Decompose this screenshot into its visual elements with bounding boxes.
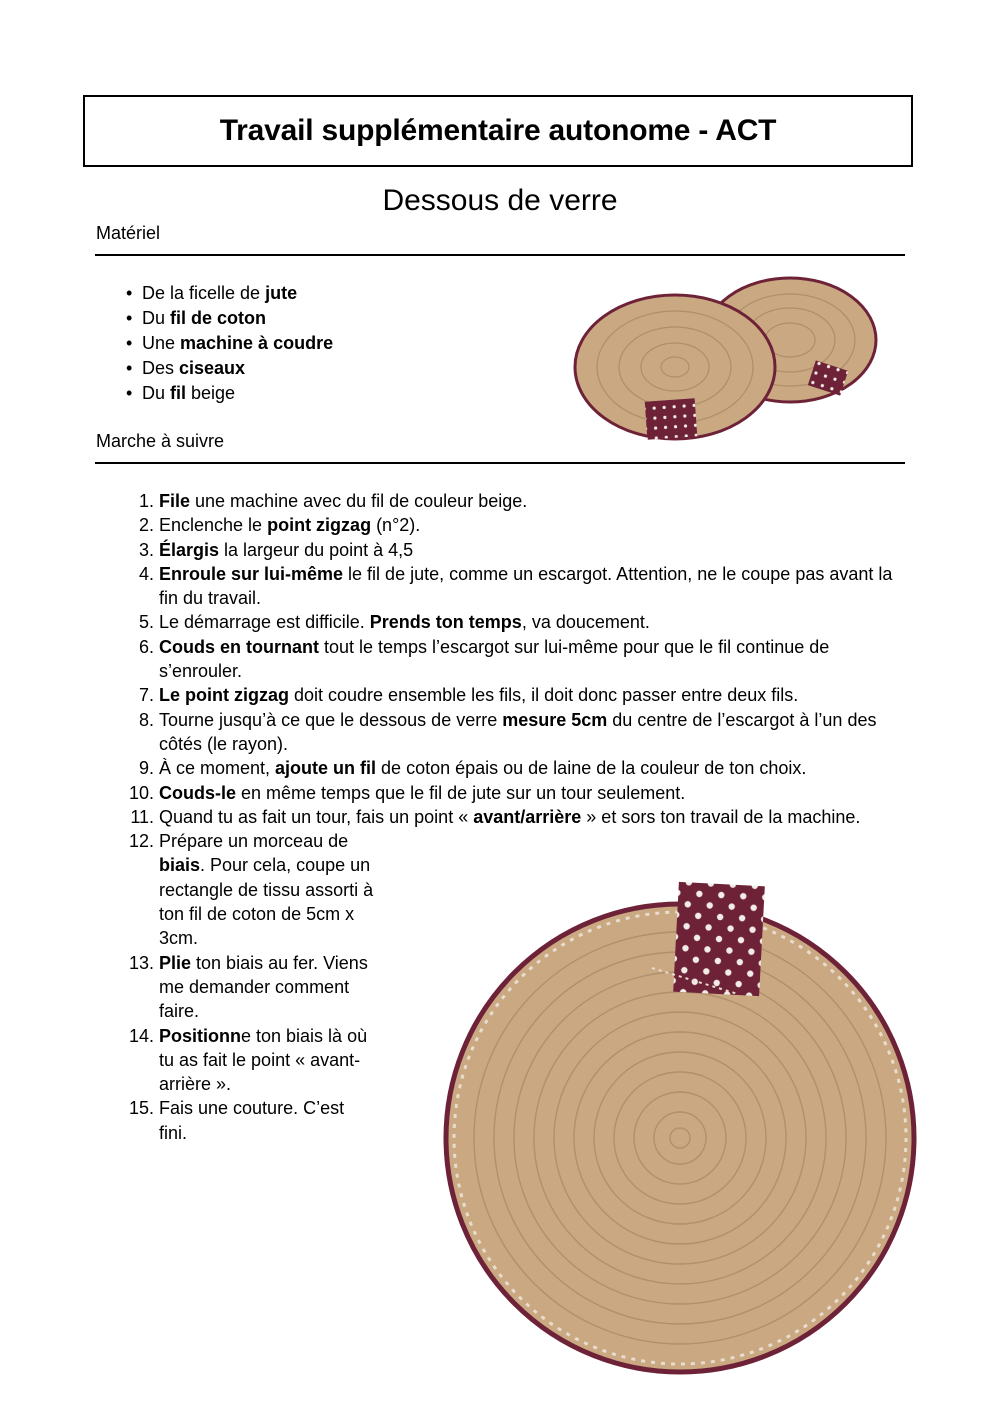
material-item: • Des ciseaux — [126, 356, 333, 381]
step-number: 12. — [128, 831, 154, 852]
step-number: 15. — [128, 1098, 154, 1119]
step-keyword: Positionn — [159, 1025, 241, 1046]
step-keyword: Couds en tournant — [159, 636, 319, 657]
step-item — [116, 1096, 374, 1145]
material-item: • Une machine à coudre — [126, 331, 333, 356]
step-keyword: Enroule sur lui-même — [159, 563, 344, 584]
step-item — [116, 708, 904, 757]
step-keyword: mesure 5cm — [502, 709, 608, 730]
step-text: tout le temps l’escargot sur lui-même pour que le fil continue de s’enrouler. — [159, 636, 830, 682]
step-text: À ce moment, — [159, 758, 276, 779]
step-number: 10. — [128, 782, 154, 803]
material-item: • De la ficelle de jute — [126, 281, 333, 306]
coaster-photo — [438, 878, 923, 1378]
step-text: (n°2). — [371, 515, 421, 536]
step-number: 8. — [138, 709, 154, 730]
material-item: • Du fil beige — [126, 381, 333, 406]
step-item — [116, 805, 904, 829]
step-number: 6. — [138, 636, 154, 657]
step-text: une machine avec du fil de couleur beige. — [190, 491, 528, 511]
step-text: Tourne jusqu’à ce que le dessous de verre — [159, 709, 503, 730]
step-item — [116, 562, 904, 611]
step-item — [116, 951, 374, 1024]
step-number: 3. — [138, 539, 154, 560]
step-keyword: biais — [159, 855, 201, 876]
step-item — [116, 513, 904, 537]
step-text: . Pour cela, coupe un rectangle de tissu assorti à ton fil de coton de 5cm x 3cm. — [159, 855, 374, 949]
step-item — [116, 538, 904, 562]
step-number: 14. — [128, 1025, 154, 1046]
step-text: ton biais au fer. Viens me demander comment faire. — [159, 952, 368, 1022]
step-keyword: Prends ton temps — [369, 612, 522, 633]
step-keyword: avant/arrière — [473, 806, 582, 827]
step-keyword: File — [159, 491, 191, 511]
step-keyword: ajoute un fil — [275, 758, 377, 779]
step-item — [116, 489, 904, 513]
step-number: 11. — [130, 806, 154, 827]
step-item — [116, 756, 904, 780]
step-keyword: Plie — [159, 952, 192, 973]
step-item — [116, 829, 374, 950]
material-item: • Du fil de coton — [126, 306, 333, 331]
steps-label: Marche à suivre — [96, 431, 225, 451]
page-title: Travail supplémentaire autonome - ACT — [219, 114, 777, 147]
step-text: Enclenche le — [159, 515, 268, 536]
step-item — [116, 781, 904, 805]
title-box — [83, 95, 913, 167]
step-text: , va doucement. — [521, 612, 650, 633]
step-text: de coton épais ou de laine de la couleur de ton choix. — [376, 758, 807, 779]
step-item — [116, 683, 904, 707]
step-text: » et sors ton travail de la machine. — [581, 806, 861, 827]
materials-rule — [95, 254, 905, 256]
step-item — [116, 1024, 374, 1097]
materials-label: Matériel — [96, 223, 161, 243]
step-item — [116, 610, 904, 634]
step-number: 13. — [128, 952, 154, 973]
step-item — [116, 635, 904, 684]
step-text: Le démarrage est difficile. — [159, 612, 370, 633]
step-keyword: point zigzag — [267, 515, 372, 536]
steps-rule — [95, 462, 905, 464]
step-text: e ton biais là où tu as fait le point « avant-arrière ». — [159, 1025, 368, 1095]
step-number: 4. — [138, 563, 154, 584]
step-number: 5. — [138, 612, 154, 633]
step-number: 9. — [138, 758, 154, 779]
step-text: Quand tu as fait un tour, fais un point « — [159, 806, 474, 827]
step-text: Fais une couture. C’est fini. — [159, 1098, 345, 1143]
step-text: en même temps que le fil de jute sur un tour seulement. — [236, 782, 686, 803]
step-keyword: Couds-le — [159, 782, 237, 803]
step-keyword: Élargis — [159, 539, 220, 560]
step-number: 7. — [138, 685, 154, 706]
step-text: doit coudre ensemble les fils, il doit donc passer entre deux fils. — [289, 685, 799, 706]
step-number: 2. — [138, 515, 154, 536]
step-text: le fil de jute, comme un escargot. Attention, ne le coupe pas avant la fin du travail. — [159, 563, 893, 609]
coaster-front — [575, 295, 775, 440]
materials-list — [126, 281, 333, 406]
subtitle: Dessous de verre — [382, 184, 618, 217]
step-text: la largeur du point à 4,5 — [219, 539, 414, 560]
step-number: 1. — [138, 491, 154, 511]
coasters-photo — [570, 272, 880, 450]
step-text: Prépare un morceau de — [159, 831, 349, 852]
step-keyword: Le point zigzag — [159, 685, 289, 706]
step-text: du centre de l’escargot à l’un des côtés (le rayon). — [159, 709, 877, 754]
